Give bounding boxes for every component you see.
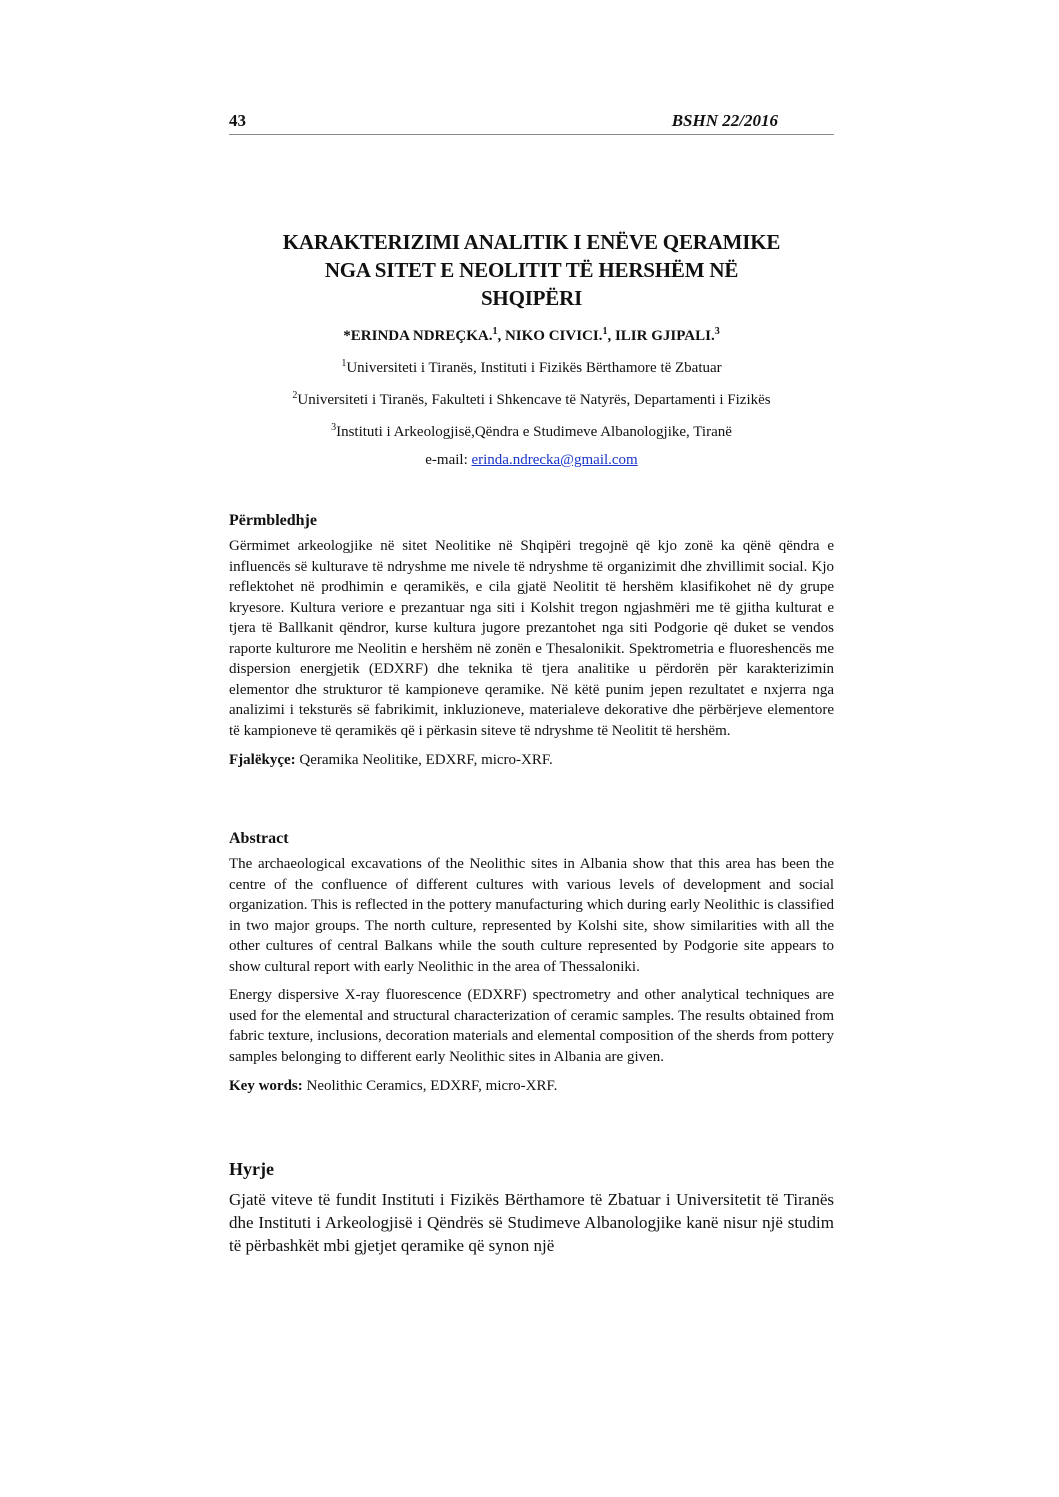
- affiliation-2: [229, 386, 834, 410]
- abstract-keywords: [229, 1076, 834, 1096]
- abstract-paragraph-1: The archaeological excavations of the Neolithic sites in Albania show that this area has been the centre of the confluence of different cultures with various levels of development and social organization. This is reflected in the pottery manufacturing which during early Neolithic is classified in two major groups. The north culture, represented by Kolshi site, show similarities with all the other cultures of central Balkans while the south culture represented by Podgorie site appears to show cultural report with early Neolithic in the area of Thessaloniki.: [229, 856, 834, 975]
- affiliation-3-mark: 3: [331, 422, 337, 433]
- affiliation-1-mark: 1: [341, 358, 347, 369]
- abstract-heading: Abstract: [229, 830, 289, 847]
- permbledhje-keywords-label: Fjalëkyçe:: [229, 752, 296, 768]
- hyrje-section: [229, 1159, 834, 1257]
- author-3: , ILIR GJIPALI.: [607, 328, 715, 344]
- title-line-1: KARAKTERIZIMI ANALITIK I ENËVE QERAMIKE: [282, 230, 781, 254]
- abstract-keywords-text: Neolithic Ceramics, EDXRF, micro-XRF.: [302, 1078, 558, 1094]
- email-link[interactable]: erinda.ndrecka@gmail.com: [471, 452, 638, 468]
- running-header: [229, 110, 834, 135]
- author-2: , NIKO CIVICI.: [497, 328, 603, 344]
- affiliation-3-text: Instituti i Arkeologjisë,Qëndra e Studimeve Albanologjike, Tiranë: [336, 424, 732, 440]
- permbledhje-heading: Përmbledhje: [229, 512, 317, 529]
- affiliation-1: [229, 354, 834, 378]
- hyrje-text: Gjatë viteve të fundit Instituti i Fizikës Bërthamore të Zbatuar i Universitetit të Tiranës dhe Instituti i Arkeologjisë i Qëndrës së Studimeve Albanologjike kanë nisur një studim të përbashkët mbi gjetjet qeramike që synon një: [229, 1190, 834, 1255]
- author-1: *ERINDA NDREÇKA.: [343, 328, 493, 344]
- affiliation-2-mark: 2: [292, 390, 298, 401]
- page-number: 43: [229, 111, 246, 130]
- permbledhje-keywords: [229, 750, 834, 770]
- journal-reference: BSHN 22/2016: [671, 111, 778, 130]
- abstract-section: [229, 830, 834, 1096]
- contact-email: [229, 450, 834, 470]
- title-line-3: SHQIPËRI: [480, 286, 583, 310]
- author-1-affiliation: 1: [492, 326, 498, 337]
- affiliation-3: [229, 418, 834, 442]
- paper-title: [229, 228, 834, 312]
- permbledhje-keywords-text: Qeramika Neolitike, EDXRF, micro-XRF.: [295, 752, 553, 768]
- abstract-paragraph-2: Energy dispersive X-ray fluorescence (EDXRF) spectrometry and other analytical techniques are used for the elemental and structural characterization of ceramic samples. The results obtained from fabric texture, inclusions, decoration materials and elemental composition of the sherds from pottery samples belonging to different early Neolithic sites in Albania are given.: [229, 987, 834, 1065]
- permbledhje-text: Gërmimet arkeologjike në sitet Neolitike në Shqipëri tregojnë që kjo zonë ka qënë qëndra e influencës së kulturave të ndryshme me nivele të ndryshme të organizimit dhe zhvillimit social. Kjo reflektohet në prodhimin e qeramikës, e cila gjatë Neolitit të hershëm klasifikohet në dy grupe kryesore. Kultura veriore e prezantuar nga siti i Kolshit tregon ngjashmëri me të gjitha kulturat e tjera të Ballkanit qëndror, kurse kultura jugore prezantohet nga siti Podgorie që duket se vendos raporte kulturore me Neolitin e hershëm në zonën e Thesalonikit. Spektrometria e fluoreshencës me dispersion energjetik (EDXRF) dhe teknika të tjera analitike u përdorën për karakterizimin elementor dhe strukturor të kampioneve qeramike. Në këtë punim jepen rezultatet e nxjerra nga analizimi i teksturës së fabrikimit, inkluzioneve, materialeve dekorative dhe përbërjeve elementore të kampioneve të qeramikës që i përkasin siteve të ndryshme të Neolitit të hershëm.: [229, 538, 834, 739]
- abstract-keywords-label: Key words:: [229, 1078, 303, 1094]
- permbledhje-section: [229, 512, 834, 770]
- affiliation-1-text: Universiteti i Tiranës, Instituti i Fizikës Bërthamore të Zbatuar: [346, 360, 722, 376]
- email-label: e-mail:: [425, 452, 472, 468]
- hyrje-heading: Hyrje: [229, 1159, 274, 1179]
- author-2-affiliation: 1: [602, 326, 608, 337]
- affiliation-2-text: Universiteti i Tiranës, Fakulteti i Shkencave të Natyrës, Departamenti i Fizikës: [297, 392, 771, 408]
- title-line-2: NGA SITET E NEOLITIT TË HERSHËM NË: [324, 258, 739, 282]
- author-3-affiliation: 3: [714, 326, 720, 337]
- author-list: [229, 322, 834, 346]
